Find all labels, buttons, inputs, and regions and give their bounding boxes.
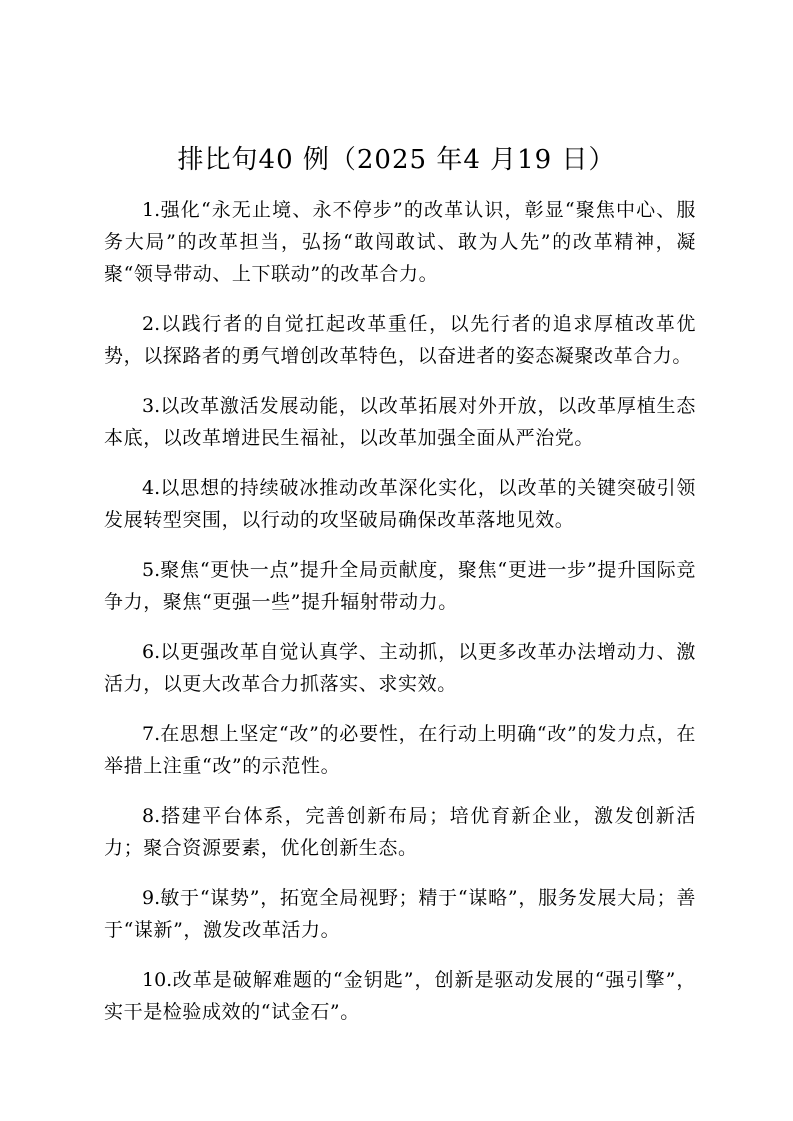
item-number: 4. xyxy=(142,477,161,499)
item-number: 7. xyxy=(142,723,161,745)
item-number: 1. xyxy=(142,199,161,221)
list-item xyxy=(104,194,696,290)
list-item xyxy=(104,718,696,782)
list-item xyxy=(104,636,696,700)
item-text: 以更强改革自觉认真学、主动抓，以更多改革办法增动力、激活力，以更大改革合力抓落实、求实效。 xyxy=(104,641,696,695)
list-item xyxy=(104,800,696,864)
item-text: 以践行者的自觉扛起改革重任，以先行者的追求厚植改革优势，以探路者的勇气增创改革特色，以奋进者的姿态凝聚改革合力。 xyxy=(104,313,696,367)
parallelism-list xyxy=(104,194,696,1046)
list-item xyxy=(104,390,696,454)
item-number: 3. xyxy=(142,395,161,417)
list-item xyxy=(104,308,696,372)
item-text: 以改革激活发展动能，以改革拓展对外开放，以改革厚植生态本底，以改革增进民生福祉，以改革加强全面从严治党。 xyxy=(104,395,696,449)
item-text: 改革是破解难题的“金钥匙”，创新是驱动发展的“强引擎”，实干是检验成效的“试金石”。 xyxy=(104,969,696,1023)
list-item xyxy=(104,554,696,618)
item-text: 在思想上坚定“改”的必要性，在行动上明确“改”的发力点，在举措上注重“改”的示范性。 xyxy=(104,723,696,777)
item-number: 6. xyxy=(142,641,161,663)
item-text: 强化“永无止境、永不停步”的改革认识，彰显“聚焦中心、服务大局”的改革担当，弘扬“敢闯敢试、敢为人先”的改革精神，凝聚“领导带动、上下联动”的改革合力。 xyxy=(104,199,696,285)
item-number: 5. xyxy=(142,559,161,581)
item-text: 敏于“谋势”，拓宽全局视野；精于“谋略”，服务发展大局；善于“谋新”，激发改革活力。 xyxy=(104,887,696,941)
list-item xyxy=(104,472,696,536)
item-text: 聚焦“更快一点”提升全局贡献度，聚焦“更进一步”提升国际竞争力，聚焦“更强一些”提升辐射带动力。 xyxy=(104,559,696,613)
item-number: 10. xyxy=(142,969,173,991)
list-item xyxy=(104,964,696,1028)
list-item xyxy=(104,882,696,946)
item-text: 以思想的持续破冰推动改革深化实化，以改革的关键突破引领发展转型突围，以行动的攻坚破局确保改革落地见效。 xyxy=(104,477,696,531)
item-number: 8. xyxy=(142,805,161,827)
document-title: 排比句40 例（2025 年4 月19 日） xyxy=(177,145,616,175)
item-number: 9. xyxy=(142,887,161,909)
item-text: 搭建平台体系，完善创新布局；培优育新企业，激发创新活力；聚合资源要素，优化创新生态。 xyxy=(104,805,696,859)
item-number: 2. xyxy=(142,313,161,335)
